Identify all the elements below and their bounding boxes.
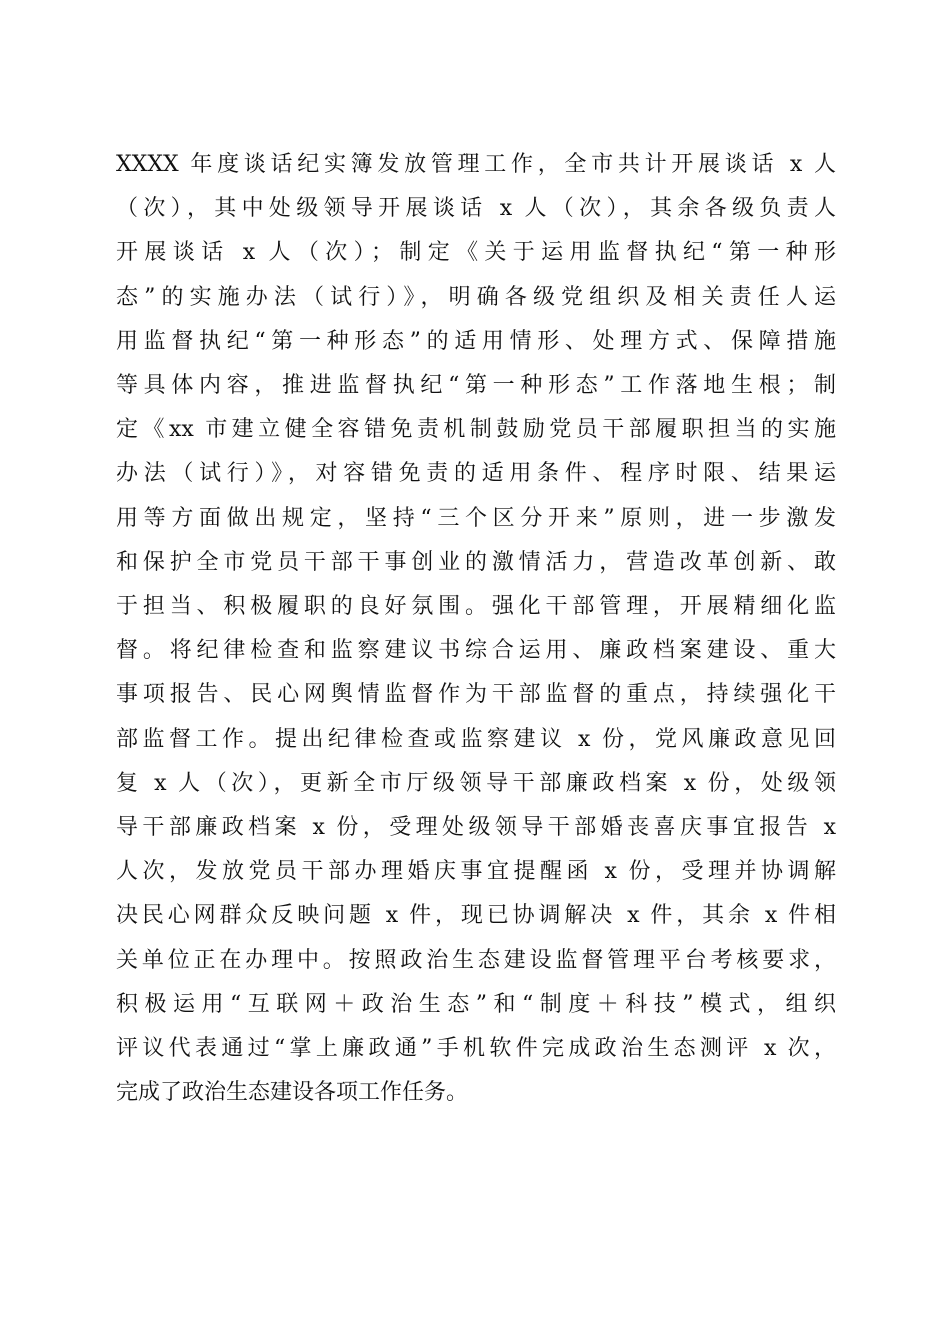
text-line: 积极运用“互联网＋政治生态”和“制度＋科技”模式，组织 xyxy=(116,991,836,1017)
text-line: 开展谈话 x 人（次）；制定《关于运用监督执纪“第一种形 xyxy=(116,240,836,266)
text-line: 决民心网群众反映问题 x 件，现已协调解决 x 件，其余 x 件相 xyxy=(116,903,836,929)
text-line: 态”的实施办法（试行）》，明确各级党组织及相关责任人运 xyxy=(116,284,836,310)
text-line: （次），其中处级领导开展谈话 x 人（次），其余各级负责人 xyxy=(116,196,836,222)
text-line: 事项报告、民心网舆情监督作为干部监督的重点，持续强化干 xyxy=(116,682,836,708)
text-line: 用监督执纪“第一种形态”的适用情形、处理方式、保障措施 xyxy=(116,328,836,354)
text-line: 和保护全市党员干部干事创业的激情活力，营造改革创新、敢 xyxy=(116,549,836,575)
text-line: 部监督工作。提出纪律检查或监察建议 x 份，党风廉政意见回 xyxy=(116,726,836,752)
text-line: 评议代表通过“掌上廉政通”手机软件完成政治生态测评 x 次， xyxy=(116,1036,836,1062)
text-line: 办法（试行）》，对容错免责的适用条件、程序时限、结果运 xyxy=(116,461,836,487)
text-line: 等具体内容，推进监督执纪“第一种形态”工作落地生根；制 xyxy=(116,373,836,399)
text-line: 导干部廉政档案 x 份，受理处级领导干部婚丧喜庆事宜报告 x xyxy=(116,815,836,841)
text-line: 定《xx 市建立健全容错免责机制鼓励党员干部履职担当的实施 xyxy=(116,417,836,443)
text-line: XXXX 年度谈话纪实簿发放管理工作，全市共计开展谈话 x 人 xyxy=(116,152,836,177)
text-line: 人次，发放党员干部办理婚庆事宜提醒函 x 份，受理并协调解 xyxy=(116,859,836,885)
text-line: 完成了政治生态建设各项工作任务。 xyxy=(116,1080,469,1106)
body-paragraph xyxy=(116,143,836,1115)
text-line: 用等方面做出规定，坚持“三个区分开来”原则，进一步激发 xyxy=(116,505,836,531)
text-line: 复 x 人（次），更新全市厅级领导干部廉政档案 x 份，处级领 xyxy=(116,770,836,796)
text-line: 于担当、积极履职的良好氛围。强化干部管理，开展精细化监 xyxy=(116,594,836,620)
text-line: 关单位正在办理中。按照政治生态建设监督管理平台考核要求， xyxy=(116,947,836,973)
text-line: 督。将纪律检查和监察建议书综合运用、廉政档案建设、重大 xyxy=(116,638,836,664)
